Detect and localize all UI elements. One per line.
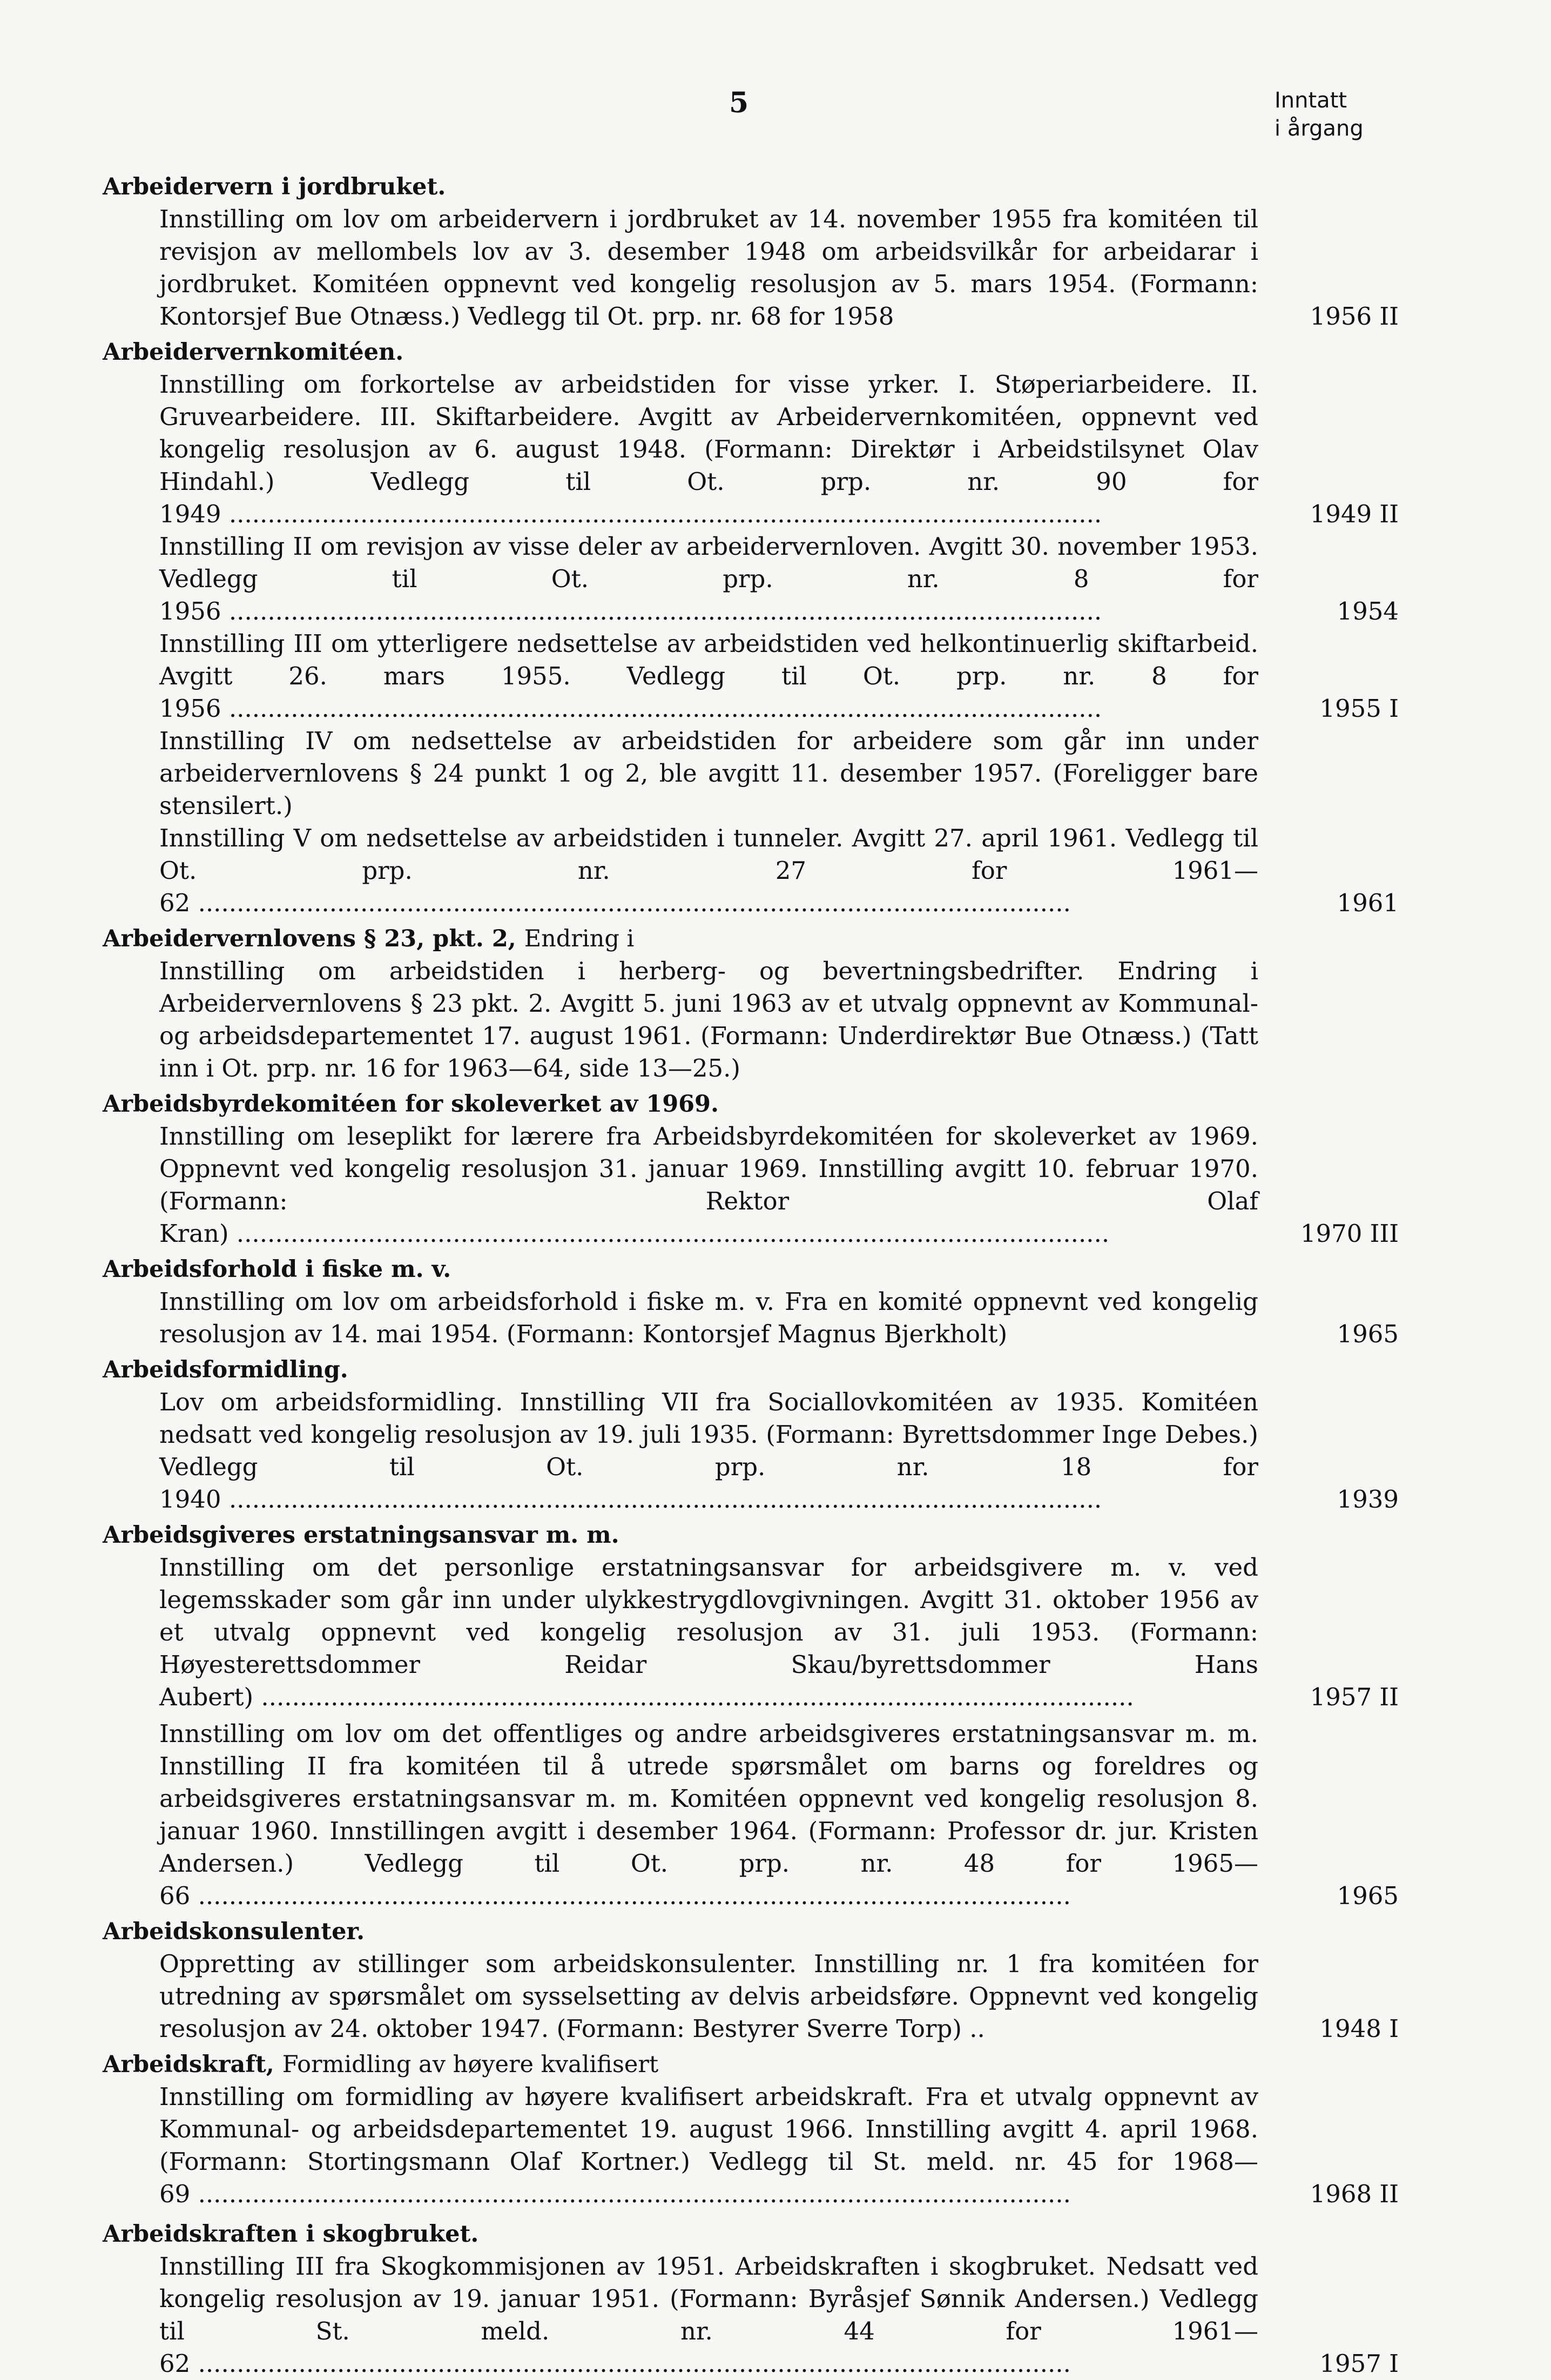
index-entry bbox=[103, 1551, 1420, 1713]
section-heading: Arbeidskraften i skogbruket. bbox=[103, 2221, 479, 2248]
section-heading-sub: Endring i bbox=[524, 925, 635, 952]
index-entry bbox=[103, 955, 1420, 1085]
index-entry bbox=[103, 822, 1420, 919]
entry-year: 1956 II bbox=[1310, 302, 1399, 331]
index-content bbox=[103, 167, 1420, 2380]
entry-text: Innstilling III fra Skogkommisjonen av 1951. Arbeidskraften i skogbruket. Nedsatt ved kongelig resolusjon av 19. januar 1951. (Formann: Byråsjef Sønnik Andersen.) Vedlegg til St. meld. nr. 44 for 1961—62 ..... bbox=[159, 2250, 1258, 2380]
index-entry bbox=[103, 1386, 1420, 1516]
section-heading: Arbeidsforhold i fiske m. v. bbox=[103, 1256, 451, 1283]
entry-year: 1955 I bbox=[1313, 693, 1399, 725]
entry-year: 1965 bbox=[1330, 1880, 1399, 1912]
index-entry bbox=[103, 1718, 1420, 1912]
entry-year: 1961 bbox=[1330, 887, 1399, 919]
index-section bbox=[103, 2210, 1420, 2380]
index-section bbox=[103, 1915, 1420, 2045]
entry-text: Lov om arbeidsformidling. Innstilling VII fra Sociallovkomitéen av 1935. Komitéen nedsatt ved kongelig resolusjon av 19. juli 1935. (Formann: Byrettsdommer Inge Debes.) Vedlegg til Ot. prp. nr. 18 for 1940 ..... bbox=[159, 1386, 1258, 1516]
section-heading: Arbeidsformidling. bbox=[103, 1356, 348, 1383]
index-entry bbox=[103, 725, 1420, 822]
entry-year: 1939 bbox=[1330, 1483, 1399, 1516]
spacer bbox=[103, 1713, 1420, 1718]
entry-year: 1970 III bbox=[1294, 1218, 1399, 1250]
entry-text: Innstilling om lov om arbeidervern i jordbruket av 14. november 1955 fra komitéen til revisjon av mellombels lov av 3. desember 1948 om arbeidsvilkår for arbeidarar i jordbruket. Komitéen oppnevnt ved kongelig resolusjon av 5. mars 1954. (Formann: Kontorsjef Bue Otnæss.) Vedlegg til Ot. prp. nr. 68 for 1958 bbox=[159, 205, 1258, 331]
entry-text: Innstilling om formidling av høyere kvalifisert arbeidskraft. Fra et utvalg oppnevnt av Kommunal- og arbeidsdepartementet 19. august 1966. Innstilling avgitt 4. april 1968. (Formann: Stortingsmann Olaf Kortner.) Vedlegg til St. meld. nr. 45 for 1968—69 ..... bbox=[159, 2081, 1258, 2210]
index-entry bbox=[103, 2081, 1420, 2210]
index-entry bbox=[103, 2250, 1420, 2380]
entry-year: 1957 I bbox=[1313, 2348, 1399, 2380]
entry-text: Innstilling II om revisjon av visse deler av arbeidervernloven. Avgitt 30. november 1953. Vedlegg til Ot. prp. nr. 8 for 1956 ..... bbox=[159, 530, 1258, 628]
entry-year: 1949 II bbox=[1304, 498, 1399, 530]
index-section bbox=[103, 1354, 1420, 1516]
column-header-line2: i årgang bbox=[1274, 116, 1364, 141]
column-header-line1: Inntatt bbox=[1274, 88, 1347, 113]
index-section bbox=[103, 336, 1420, 919]
entry-text: Innstilling om leseplikt for lærere fra Arbeidsbyrdekomitéen for skoleverket av 1969. Oppnevnt ved kongelig resolusjon 31. januar 1969. Innstilling avgitt 10. februar 1970. (Formann: Rektor Olaf Kran) ..... bbox=[159, 1120, 1258, 1250]
section-heading-sub: Formidling av høyere kvalifisert bbox=[282, 2051, 659, 2078]
entry-text: Innstilling III om ytterligere nedsettelse av arbeidstiden ved helkontinuerlig skiftarbeid. Avgitt 26. mars 1955. Vedlegg til Ot. prp. nr. 8 for 1956 ..... bbox=[159, 628, 1258, 725]
index-section bbox=[103, 1253, 1420, 1350]
entry-text: Innstilling om arbeidstiden i herberg- og bevertningsbedrifter. Endring i Arbeidervernlovens § 23 pkt. 2. Avgitt 5. juni 1963 av et utvalg oppnevnt av Kommunal- og arbeidsdepartementet 17. august 1961. (Formann: Underdirektør Bue Otnæss.) (Tatt inn i Ot. prp. nr. 16 for 1963—64, side 13—25.) bbox=[159, 957, 1258, 1083]
page-number: 5 bbox=[729, 86, 749, 119]
section-heading: Arbeidervern i jordbruket. bbox=[103, 173, 446, 200]
index-entry bbox=[103, 203, 1420, 333]
entry-text: Innstilling IV om nedsettelse av arbeidstiden for arbeidere som går inn under arbeidervernlovens § 24 punkt 1 og 2, ble avgitt 11. desember 1957. (Foreligger bare stensilert.) bbox=[159, 727, 1258, 820]
index-section bbox=[103, 923, 1420, 1085]
section-heading-main: Arbeidskraft, bbox=[103, 2051, 274, 2078]
index-entry bbox=[103, 1948, 1420, 2045]
index-entry bbox=[103, 628, 1420, 725]
section-heading: Arbeidskonsulenter. bbox=[103, 1918, 365, 1945]
index-section bbox=[103, 2048, 1420, 2210]
index-section bbox=[103, 1088, 1420, 1250]
entry-year: 1968 II bbox=[1304, 2178, 1399, 2210]
entry-text: Innstilling om lov om det offentliges og andre arbeidsgiveres erstatningsansvar m. m. Innstilling II fra komitéen til å utrede spørsmålet om barns og foreldres og arbeidsgiveres erstatningsansvar m. m. Komitéen oppnevnt ved kongelig resolusjon 8. januar 1960. Innstillingen avgitt i desember 1964. (Formann: Professor dr. jur. Kristen Andersen.) Vedlegg til Ot. prp. nr. 48 for 1965—66 ..... bbox=[159, 1718, 1258, 1912]
section-heading bbox=[103, 2048, 1420, 2081]
index-section bbox=[103, 1519, 1420, 1912]
entry-text: Innstilling om forkortelse av arbeidstiden for visse yrker. I. Støperiarbeidere. II. Gruvearbeidere. III. Skiftarbeidere. Avgitt av Arbeidervernkomitéen, oppnevnt ved kongelig resolusjon av 6. august 1948. (Formann: Direktør i Arbeidstilsynet Olav Hindahl.) Vedlegg til Ot. prp. nr. 90 for 1949 ..... bbox=[159, 368, 1258, 530]
entry-text: Innstilling V om nedsettelse av arbeidstiden i tunneler. Avgitt 27. april 1961. Vedlegg til Ot. prp. nr. 27 for 1961—62 ..... bbox=[159, 822, 1258, 919]
index-entry bbox=[103, 530, 1420, 628]
index-entry bbox=[103, 1286, 1420, 1350]
section-heading: Arbeidsgiveres erstatningsansvar m. m. bbox=[103, 1522, 619, 1549]
entry-text: Oppretting av stillinger som arbeidskonsulenter. Innstilling nr. 1 fra komitéen for utredning av spørsmålet om sysselsetting av delvis arbeidsføre. Oppnevnt ved kongelig resolusjon av 24. oktober 1947. (Formann: Bestyrer Sverre Torp) .. bbox=[159, 1949, 1258, 2043]
index-entry bbox=[103, 1120, 1420, 1250]
entry-text: Innstilling om det personlige erstatningsansvar for arbeidsgivere m. v. ved legemsskader som går inn under ulykkestrygdlovgivningen. Avgitt 31. oktober 1956 av et utvalg oppnevnt ved kongelig resolusjon av 31. juli 1953. (Formann: Høyesterettsdommer Reidar Skau/byrettsdommer Hans Aubert) ..... bbox=[159, 1551, 1258, 1713]
index-section bbox=[103, 171, 1420, 333]
entry-text: Innstilling om lov om arbeidsforhold i fiske m. v. Fra en komité oppnevnt ved kongelig resolusjon av 14. mai 1954. (Formann: Kontorsjef Magnus Bjerkholt) bbox=[159, 1287, 1258, 1348]
section-heading: Arbeidervernkomitéen. bbox=[103, 339, 404, 366]
index-entry bbox=[103, 368, 1420, 530]
entry-year: 1954 bbox=[1330, 595, 1399, 628]
entry-year: 1957 II bbox=[1304, 1681, 1399, 1713]
section-heading bbox=[103, 923, 1420, 955]
entry-year: 1965 bbox=[1337, 1320, 1399, 1348]
entry-year: 1948 I bbox=[1319, 2014, 1399, 2043]
spacer bbox=[103, 2210, 1420, 2215]
section-heading: Arbeidsbyrdekomitéen for skoleverket av 1969. bbox=[103, 1091, 719, 1118]
section-heading-main: Arbeidervernlovens § 23, pkt. 2, bbox=[103, 925, 516, 952]
column-header bbox=[1274, 86, 1364, 143]
